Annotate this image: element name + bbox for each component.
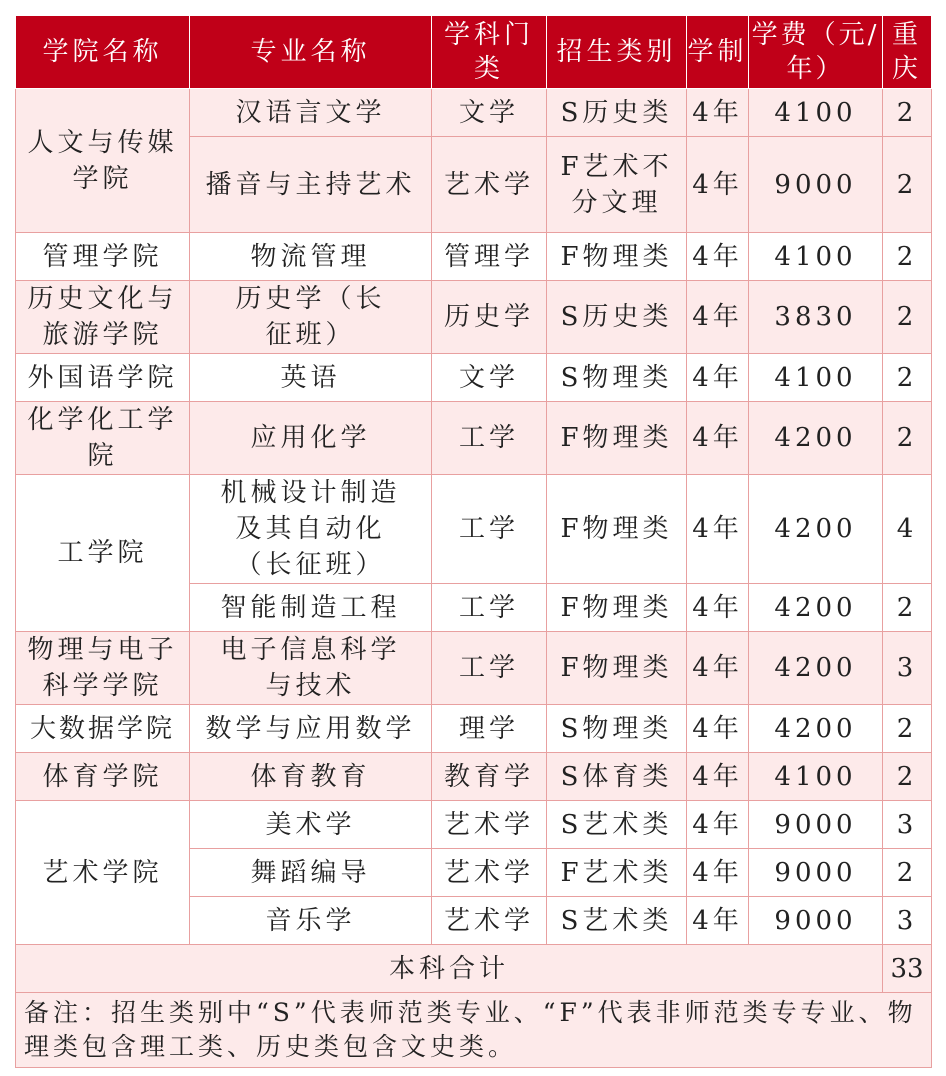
college-cell: 化学化工学院 xyxy=(16,402,190,475)
major-cell: 数学与应用数学 xyxy=(190,705,432,753)
discipline-cell: 文学 xyxy=(432,354,547,402)
table-row xyxy=(16,705,932,753)
duration-cell: 4年 xyxy=(687,849,749,897)
fee-cell: 4100 xyxy=(749,354,883,402)
total-value: 33 xyxy=(883,945,932,993)
major-cell: 音乐学 xyxy=(190,897,432,945)
major-cell: 机械设计制造及其自动化（长征班） xyxy=(190,475,432,584)
category-cell: F艺术类 xyxy=(547,849,687,897)
enrollment-table-container xyxy=(15,15,931,1068)
major-cell: 汉语言文学 xyxy=(190,89,432,137)
college-cell: 管理学院 xyxy=(16,233,190,281)
footnote: 备注：招生类别中“S”代表师范类专业、“F”代表非师范类专专业、物理类包含理工类、历史类包含文史类。 xyxy=(16,993,932,1068)
fee-cell: 3830 xyxy=(749,281,883,354)
discipline-cell: 工学 xyxy=(432,632,547,705)
major-cell: 舞蹈编导 xyxy=(190,849,432,897)
college-cell: 历史文化与旅游学院 xyxy=(16,281,190,354)
count-cell: 3 xyxy=(883,897,932,945)
count-cell: 2 xyxy=(883,354,932,402)
major-cell: 英语 xyxy=(190,354,432,402)
fee-cell: 4100 xyxy=(749,89,883,137)
count-cell: 3 xyxy=(883,632,932,705)
total-label: 本科合计 xyxy=(16,945,883,993)
duration-cell: 4年 xyxy=(687,475,749,584)
fee-cell: 4200 xyxy=(749,584,883,632)
count-cell: 2 xyxy=(883,89,932,137)
discipline-cell: 工学 xyxy=(432,475,547,584)
duration-cell: 4年 xyxy=(687,897,749,945)
count-cell: 2 xyxy=(883,705,932,753)
discipline-cell: 工学 xyxy=(432,402,547,475)
count-cell: 2 xyxy=(883,233,932,281)
category-cell: S历史类 xyxy=(547,281,687,354)
header-major: 专业名称 xyxy=(190,16,432,89)
major-cell: 体育教育 xyxy=(190,753,432,801)
count-cell: 2 xyxy=(883,281,932,354)
college-cell: 人文与传媒学院 xyxy=(16,89,190,233)
major-cell: 美术学 xyxy=(190,801,432,849)
discipline-cell: 艺术学 xyxy=(432,849,547,897)
header-row xyxy=(16,16,932,89)
header-category: 招生类别 xyxy=(547,16,687,89)
college-cell: 物理与电子科学学院 xyxy=(16,632,190,705)
discipline-cell: 理学 xyxy=(432,705,547,753)
duration-cell: 4年 xyxy=(687,89,749,137)
discipline-cell: 工学 xyxy=(432,584,547,632)
category-cell: S物理类 xyxy=(547,354,687,402)
duration-cell: 4年 xyxy=(687,632,749,705)
header-duration: 学制 xyxy=(687,16,749,89)
fee-cell: 4200 xyxy=(749,475,883,584)
discipline-cell: 文学 xyxy=(432,89,547,137)
count-cell: 2 xyxy=(883,137,932,233)
fee-cell: 4100 xyxy=(749,233,883,281)
table-row xyxy=(16,753,932,801)
total-row xyxy=(16,945,932,993)
discipline-cell: 艺术学 xyxy=(432,897,547,945)
count-cell: 4 xyxy=(883,475,932,584)
fee-cell: 4200 xyxy=(749,632,883,705)
category-cell: F艺术不分文理 xyxy=(547,137,687,233)
count-cell: 2 xyxy=(883,402,932,475)
category-cell: F物理类 xyxy=(547,475,687,584)
table-row xyxy=(16,632,932,705)
header-college: 学院名称 xyxy=(16,16,190,89)
count-cell: 2 xyxy=(883,849,932,897)
fee-cell: 9000 xyxy=(749,137,883,233)
discipline-cell: 艺术学 xyxy=(432,801,547,849)
major-cell: 智能制造工程 xyxy=(190,584,432,632)
duration-cell: 4年 xyxy=(687,705,749,753)
category-cell: F物理类 xyxy=(547,632,687,705)
count-cell: 2 xyxy=(883,584,932,632)
college-cell: 外国语学院 xyxy=(16,354,190,402)
duration-cell: 4年 xyxy=(687,584,749,632)
table-row xyxy=(16,402,932,475)
category-cell: F物理类 xyxy=(547,584,687,632)
fee-cell: 9000 xyxy=(749,849,883,897)
note-row xyxy=(16,993,932,1068)
major-cell: 播音与主持艺术 xyxy=(190,137,432,233)
header-discipline: 学科门类 xyxy=(432,16,547,89)
count-cell: 2 xyxy=(883,753,932,801)
fee-cell: 4200 xyxy=(749,402,883,475)
college-cell: 工学院 xyxy=(16,475,190,632)
category-cell: S体育类 xyxy=(547,753,687,801)
duration-cell: 4年 xyxy=(687,137,749,233)
major-cell: 物流管理 xyxy=(190,233,432,281)
duration-cell: 4年 xyxy=(687,233,749,281)
major-cell: 历史学（长征班） xyxy=(190,281,432,354)
table-row xyxy=(16,89,932,137)
duration-cell: 4年 xyxy=(687,801,749,849)
duration-cell: 4年 xyxy=(687,281,749,354)
table-row xyxy=(16,801,932,849)
table-row xyxy=(16,281,932,354)
duration-cell: 4年 xyxy=(687,354,749,402)
college-cell: 艺术学院 xyxy=(16,801,190,945)
fee-cell: 4200 xyxy=(749,705,883,753)
discipline-cell: 艺术学 xyxy=(432,137,547,233)
category-cell: S历史类 xyxy=(547,89,687,137)
fee-cell: 4100 xyxy=(749,753,883,801)
count-cell: 3 xyxy=(883,801,932,849)
category-cell: S艺术类 xyxy=(547,897,687,945)
college-cell: 大数据学院 xyxy=(16,705,190,753)
duration-cell: 4年 xyxy=(687,402,749,475)
category-cell: S物理类 xyxy=(547,705,687,753)
category-cell: F物理类 xyxy=(547,233,687,281)
major-cell: 电子信息科学与技术 xyxy=(190,632,432,705)
college-cell: 体育学院 xyxy=(16,753,190,801)
table-row xyxy=(16,475,932,584)
category-cell: S艺术类 xyxy=(547,801,687,849)
fee-cell: 9000 xyxy=(749,801,883,849)
table-row xyxy=(16,233,932,281)
table-row xyxy=(16,354,932,402)
discipline-cell: 历史学 xyxy=(432,281,547,354)
fee-cell: 9000 xyxy=(749,897,883,945)
enrollment-table xyxy=(15,15,932,1068)
header-chongqing: 重庆 xyxy=(883,16,932,89)
discipline-cell: 管理学 xyxy=(432,233,547,281)
category-cell: F物理类 xyxy=(547,402,687,475)
header-fee: 学费（元/年） xyxy=(749,16,883,89)
major-cell: 应用化学 xyxy=(190,402,432,475)
discipline-cell: 教育学 xyxy=(432,753,547,801)
duration-cell: 4年 xyxy=(687,753,749,801)
